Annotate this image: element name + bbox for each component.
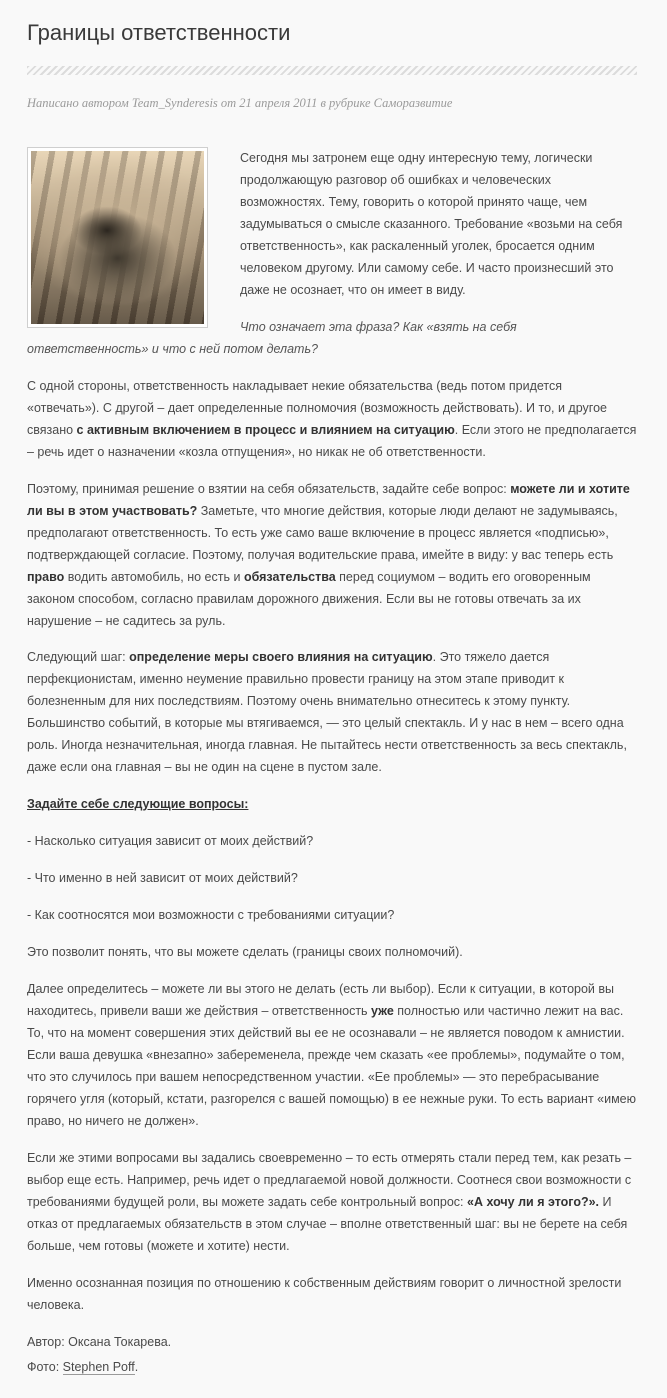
paragraph-1: [27, 375, 637, 463]
photo-credit-link[interactable]: Stephen Poff: [62, 1360, 135, 1374]
paragraph-2-bold-question: можете ли и хотите ли вы в этом участвовать?: [27, 482, 630, 518]
article-photo: [31, 151, 204, 324]
question-item: - Что именно в ней зависит от моих действий?: [27, 871, 298, 885]
paragraph-5-text-a: Далее определитесь – можете ли вы этого не делать (есть ли выбор). Если к ситуации, в которой вы находитесь, привели ваши же действия – ответственность: [27, 982, 614, 1018]
paragraph-6-bold: «А хочу ли я этого?».: [467, 1195, 600, 1209]
intro-paragraph: Сегодня мы затронем еще одну интересную тему, логически продолжающую разговор об ошибках и человеческих возможностях. Тему, говорить о которой принято чаще, чем задумываться о смысле сказанного. Требование «возьми на себя ответственность», как раскаленный уголек, бросается одним человеком другому. Или самому себе. И часто произнесший это даже не осознает, что он имеет в виду.: [240, 151, 623, 297]
paragraph-2-text-e: водить автомобиль, но есть и: [64, 570, 244, 584]
article-photo-frame: [27, 147, 208, 328]
paragraph-3: [27, 646, 637, 778]
post-meta: Написано автором Team_Synderesis от 21 апреля 2011 в рубрике Саморазвитие: [27, 96, 453, 110]
paragraph-5-bold: уже: [371, 1004, 394, 1018]
paragraph-3-text-c: . Это тяжело дается перфекционистам, именно неумение правильно провести границу на этом этапе приводит к болезненным для них последствиям. Поэтому очень внимательно отнеситесь к этому пункту. Большинство событий, в которые мы втягиваемся, — это целый спектакль. И у нас в нем – всего одна роль. Иногда незначительная, иногда главная. Не пытайтесь нести ответственность за весь спектакль, даже если она главная – вы не один на сцене в пустом зале.: [27, 650, 627, 774]
lead-question: Что означает эта фраза? Как «взять на себя ответственность» и что с ней потом делать?: [27, 320, 517, 356]
paragraph-2-text-a: Поэтому, принимая решение о взятии на себя обязательств, задайте себе вопрос:: [27, 482, 511, 496]
post-title: Границы ответственности: [27, 20, 291, 45]
paragraph-5-text-c: полностью или частично лежит на вас. То, что на момент совершения этих действий вы ее не осознавали – не является поводом к амнистии. Если ваша девушка «внезапно» забеременела, прежде чем сказать «ее проблемы», подумайте о том, что это случилось при вашем непосредственном участии. «Ее проблемы» — это перебрасывание горячего угля (который, кстати, разгорелся с вашей помощью) в ее нежные руки. То есть вариант «имею право, но ничего не должен».: [27, 1004, 637, 1128]
paragraph-6: [27, 1147, 637, 1257]
paragraph-6-text-c: И отказ от предлагаемых обязательств в этом случае – вполне ответственный шаг: вы не берете на себя больше, чем готовы (можете и хотите) нести.: [27, 1195, 628, 1253]
paragraph-1-text-c: . Если этого не предполагается – речь идет о назначении «козла отпущения», но никак не об ответственности.: [27, 423, 637, 459]
paragraph-3-text-a: Следующий шаг:: [27, 650, 130, 664]
paragraph-2-text-g: перед социумом – водить его оговоренным законом способом, согласно правилам дорожного движения. Если вы не готовы отвечать за их нарушение – не садитесь за руль.: [27, 570, 591, 628]
paragraph-1-bold: с активным включением в процесс и влиянием на ситуацию: [76, 423, 455, 437]
paragraph-6-text-a: Если же этими вопросами вы задались своевременно – то есть отмерять стали перед тем, как резать – выбор еще есть. Например, речь идет о предлагаемой новой должности. Соотнеся свои возможности с требованиями будущей роли, вы можете задать себе контрольный вопрос:: [27, 1151, 632, 1209]
question-item: - Как соотносятся мои возможности с требованиями ситуации?: [27, 908, 395, 922]
paragraph-1-text-a: С одной стороны, ответственность накладывает некие обязательства (ведь потом придется «отвечать»). С другой – дает определенные полномочия (возможность действовать). И то, и другое связано: [27, 379, 607, 437]
paragraph-3-bold: определение меры своего влияния на ситуацию: [129, 650, 433, 664]
paragraph-2-bold-right: право: [27, 570, 65, 584]
author-credit: Автор: Оксана Токарева.: [27, 1335, 172, 1349]
questions-heading-text: Задайте себе следующие вопросы:: [27, 797, 249, 811]
question-item: - Насколько ситуация зависит от моих действий?: [27, 834, 314, 848]
paragraph-5: [27, 978, 637, 1132]
paragraph-7: Именно осознанная позиция по отношению к собственным действиям говорит о личностной зрелости человека.: [27, 1276, 622, 1312]
photo-credit: [27, 1356, 637, 1378]
paragraph-4: Это позволит понять, что вы можете сделать (границы своих полномочий).: [27, 945, 463, 959]
questions-heading: [27, 793, 637, 815]
photo-credit-prefix: Фото:: [27, 1360, 63, 1374]
title-divider: [27, 66, 637, 75]
paragraph-2-text-c: Заметьте, что многие действия, которые люди делают не задумываясь, предполагают ответственность. То есть уже само ваше включение в процесс является «подписью», подтверждающей согласие. Поэтому, получая водительские права, имейте в виду: у вас теперь есть: [27, 504, 618, 562]
paragraph-2-bold-obligations: обязательства: [243, 570, 336, 584]
photo-credit-suffix: .: [134, 1360, 139, 1374]
paragraph-2: [27, 478, 637, 632]
